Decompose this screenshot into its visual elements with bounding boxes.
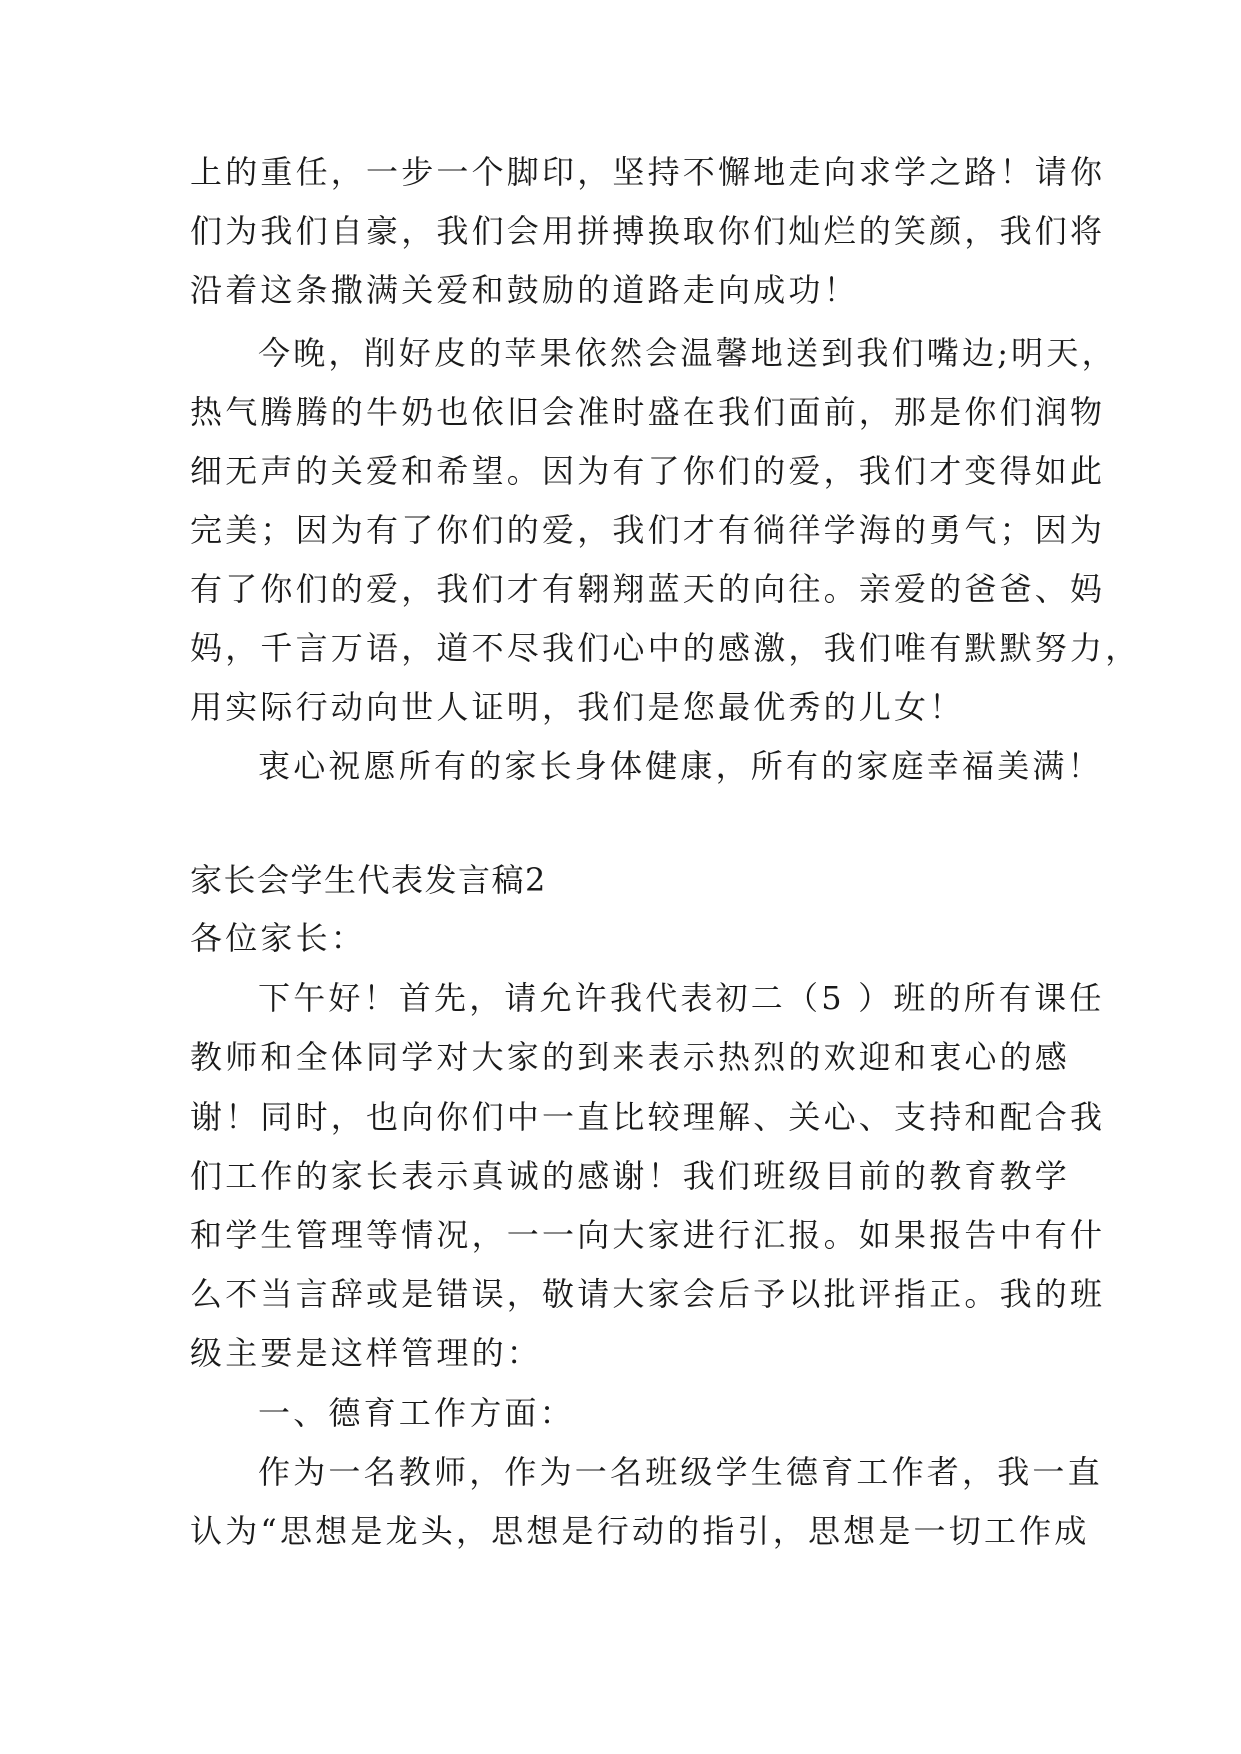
section-title: 家长会学生代表发言稿2 [190, 861, 547, 899]
paragraph-first-line: 衷心祝愿所有的家长身体健康，所有的家庭幸福美满！ [258, 747, 1103, 785]
text-line: 上的重任，一步一个脚印，坚持不懈地走向求学之路！请你 [190, 153, 1106, 191]
paragraph-first-line: 今晚，削好皮的苹果依然会温馨地送到我们嘴边;明天， [258, 334, 1117, 372]
greeting: 各位家长： [190, 919, 367, 957]
text-line: 完美；因为有了你们的爱，我们才有徜徉学海的勇气；因为 [190, 511, 1106, 549]
paragraph-first-line: 下午好！首先，请允许我代表初二（5 ）班的所有课任 [258, 979, 1105, 1017]
text-line: 们为我们自豪，我们会用拼搏换取你们灿烂的笑颜，我们将 [190, 212, 1106, 250]
paragraph-first-line: 作为一名教师，作为一名班级学生德育工作者，我一直 [258, 1453, 1103, 1491]
text-line: 有了你们的爱，我们才有翱翔蓝天的向往。亲爱的爸爸、妈 [190, 570, 1106, 608]
text-line: 用实际行动向世人证明，我们是您最优秀的儿女！ [190, 688, 965, 726]
text-line: 妈，千言万语，道不尽我们心中的感激，我们唯有默默努力， [190, 629, 1141, 667]
text-line: 热气腾腾的牛奶也依旧会准时盛在我们面前，那是你们润物 [190, 393, 1106, 431]
text-line: 么不当言辞或是错误，敬请大家会后予以批评指正。我的班 [190, 1275, 1106, 1313]
text-line: 们工作的家长表示真诚的感谢！我们班级目前的教育教学 [190, 1157, 1071, 1195]
text-line: 细无声的关爱和希望。因为有了你们的爱，我们才变得如此 [190, 452, 1106, 490]
subheading: 一、德育工作方面： [258, 1394, 575, 1432]
text-line: 认为“思想是龙头，思想是行动的指引，思想是一切工作成 [190, 1512, 1090, 1550]
text-line: 谢！同时，也向你们中一直比较理解、关心、支持和配合我 [190, 1098, 1106, 1136]
text-line: 和学生管理等情况，一一向大家进行汇报。如果报告中有什 [190, 1216, 1106, 1254]
text-line: 沿着这条撒满关爱和鼓励的道路走向成功！ [190, 271, 859, 309]
text-line: 级主要是这样管理的： [190, 1334, 543, 1372]
text-line: 教师和全体同学对大家的到来表示热烈的欢迎和衷心的感 [190, 1038, 1071, 1076]
